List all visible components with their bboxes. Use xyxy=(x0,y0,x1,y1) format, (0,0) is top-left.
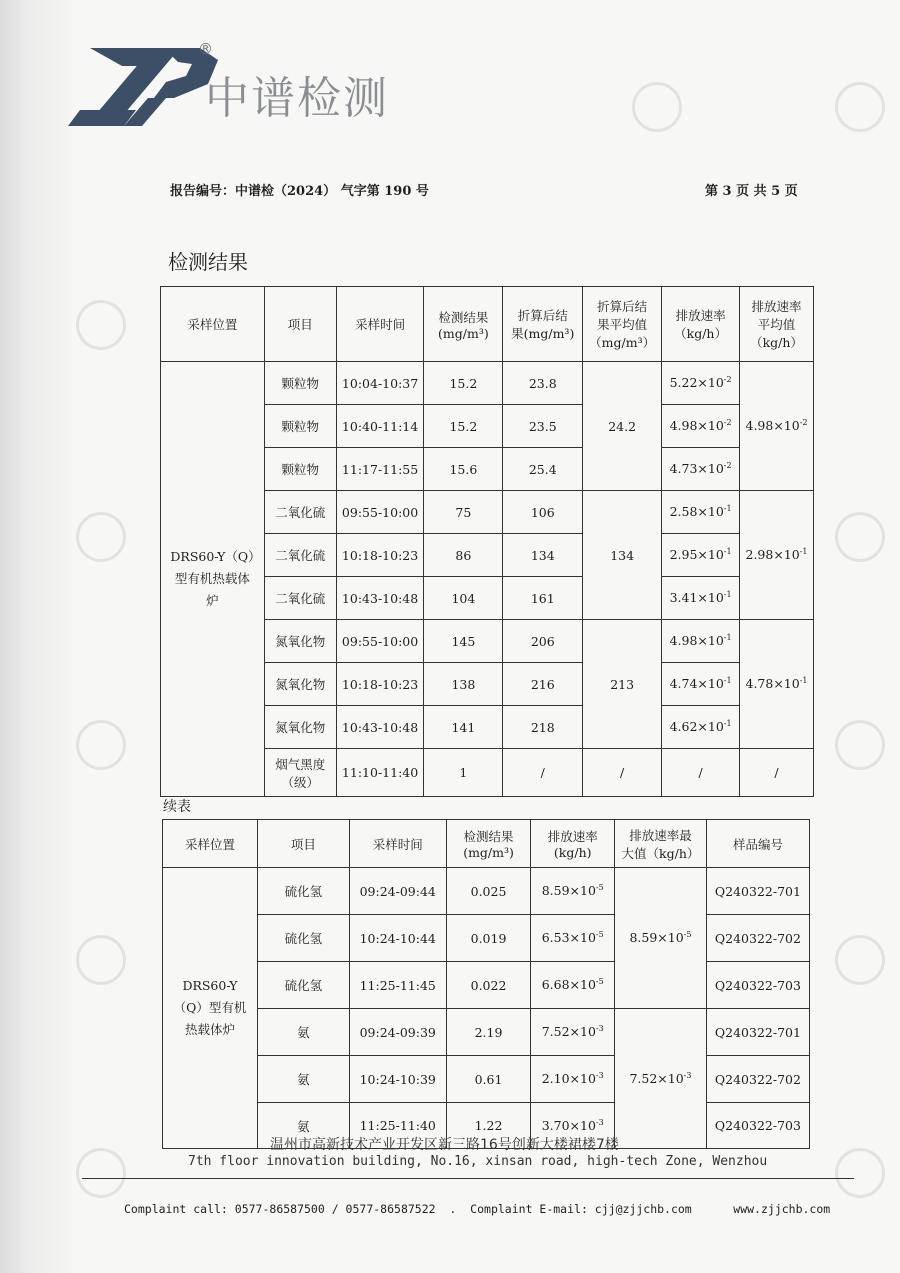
table-cell: 二氧化硫 xyxy=(264,491,336,534)
table-cell: 氮氧化物 xyxy=(264,706,336,749)
table-header-row xyxy=(161,287,814,362)
table-cell: 11:10-11:40 xyxy=(336,749,424,797)
table-cell: / xyxy=(503,749,583,797)
header-cell: 采样时间 xyxy=(336,287,424,362)
page-number: 第 3 页 共 5 页 xyxy=(705,184,798,199)
brand-name: 中谱检测 xyxy=(205,73,389,124)
table-cell: $6.68\times 10^{-5}$ xyxy=(531,962,615,1009)
table-row xyxy=(163,868,810,915)
table-cell: 10:40-11:14 xyxy=(336,405,424,448)
header-cell: 项目 xyxy=(257,820,349,868)
watermark-mark xyxy=(76,300,126,350)
table-row xyxy=(163,1056,810,1103)
table-cell: 216 xyxy=(503,663,583,706)
rate-average-cell: $4.78\times 10^{-1}$ xyxy=(740,620,814,749)
table-cell: $7.52\times 10^{-3}$ xyxy=(531,1009,615,1056)
table-cell: $6.53\times 10^{-5}$ xyxy=(531,915,615,962)
header-cell: 样品编号 xyxy=(706,820,809,868)
table-cell: 15.2 xyxy=(424,405,503,448)
table-cell: / xyxy=(583,749,662,797)
watermark-mark xyxy=(76,720,126,770)
table-row xyxy=(163,962,810,1009)
table-cell: $4.98\times 10^{-1}$ xyxy=(662,620,740,663)
table-cell: $4.98\times 10^{-2}$ xyxy=(662,405,740,448)
table-cell: 218 xyxy=(503,706,583,749)
watermark-mark xyxy=(835,1148,885,1198)
table-cell: $4.62\times 10^{-1}$ xyxy=(662,706,740,749)
rate-average-cell: $4.98\times 10^{-2}$ xyxy=(740,362,814,491)
table-cell: 0.61 xyxy=(446,1056,531,1103)
table-cell: 1.22 xyxy=(446,1103,531,1149)
header-cell: 采样时间 xyxy=(349,820,446,868)
table-cell: 0.019 xyxy=(446,915,531,962)
table-cell: Q240322-703 xyxy=(706,1103,809,1149)
table-cell: 氨 xyxy=(257,1009,349,1056)
max-rate-cell: $7.52\times 10^{-3}$ xyxy=(615,1009,707,1149)
watermark-mark xyxy=(835,82,885,132)
header-cell: 排放速率 平均值 （kg/h） xyxy=(740,287,814,362)
table-cell: $2.10\times 10^{-3}$ xyxy=(531,1056,615,1103)
table-cell: 141 xyxy=(424,706,503,749)
header-cell: 折算后结 果(mg/m³) xyxy=(503,287,583,362)
table-cell: 烟气黑度（级） xyxy=(264,749,336,797)
footer-contact: Complaint call: 0577-86587500 / 0577-86587522 . Complaint E-mail: cjj@zjjchb.com www.zjjchb.com xyxy=(124,1202,831,1216)
table-cell: Q240322-702 xyxy=(706,915,809,962)
table-cell: $2.95\times 10^{-1}$ xyxy=(662,534,740,577)
table-cell: 10:43-10:48 xyxy=(336,706,424,749)
table-cell: Q240322-702 xyxy=(706,1056,809,1103)
table-cell: 138 xyxy=(424,663,503,706)
footer-address-en: 7th floor innovation building, No.16, xinsan road, high-tech Zone, Wenzhou xyxy=(188,1154,768,1169)
registered-mark: ® xyxy=(198,40,213,58)
report-number: 报告编号：中谱检（2024） 气字第 190 号 xyxy=(170,184,429,199)
table-cell: Q240322-701 xyxy=(706,1009,809,1056)
table-cell: 颗粒物 xyxy=(264,405,336,448)
header-cell: 排放速率最 大值（kg/h） xyxy=(615,820,707,868)
table-row xyxy=(163,915,810,962)
table-cell: 1 xyxy=(424,749,503,797)
average-cell: 24.2 xyxy=(583,362,662,491)
table-cell: 0.022 xyxy=(446,962,531,1009)
table-cell: 134 xyxy=(503,534,583,577)
table-cell: 09:24-09:39 xyxy=(349,1009,446,1056)
table-cell: 11:17-11:55 xyxy=(336,448,424,491)
table-cell: 10:18-10:23 xyxy=(336,534,424,577)
table-cell: 氮氧化物 xyxy=(264,620,336,663)
continued-label: 续表 xyxy=(163,799,191,815)
watermark-mark xyxy=(835,935,885,985)
footer-address-cn: 温州市高新技术产业开发区新三路16号创新大楼裙楼7楼 xyxy=(270,1137,619,1153)
table-cell: 10:24-10:39 xyxy=(349,1056,446,1103)
table-cell: 硫化氢 xyxy=(257,868,349,915)
watermark-mark xyxy=(835,720,885,770)
table-cell: 10:43-10:48 xyxy=(336,577,424,620)
watermark-mark xyxy=(76,512,126,562)
table-cell: 硫化氢 xyxy=(257,915,349,962)
header-cell: 采样位置 xyxy=(163,820,258,868)
table-cell: 二氧化硫 xyxy=(264,577,336,620)
table-cell: 106 xyxy=(503,491,583,534)
table-cell: 09:24-09:44 xyxy=(349,868,446,915)
table-cell: 10:18-10:23 xyxy=(336,663,424,706)
table-cell: 25.4 xyxy=(503,448,583,491)
table-cell: 氨 xyxy=(257,1056,349,1103)
table-cell: $3.41\times 10^{-1}$ xyxy=(662,577,740,620)
table-cell: 23.8 xyxy=(503,362,583,405)
zp-logo-icon xyxy=(68,40,218,132)
scan-gutter xyxy=(0,0,72,1273)
table-cell: 颗粒物 xyxy=(264,448,336,491)
watermark-mark xyxy=(76,935,126,985)
table-row xyxy=(163,1009,810,1056)
table-cell: / xyxy=(662,749,740,797)
table-cell: 104 xyxy=(424,577,503,620)
watermark-mark xyxy=(835,512,885,562)
table-cell: 206 xyxy=(503,620,583,663)
table-cell: 161 xyxy=(503,577,583,620)
table-cell: 二氧化硫 xyxy=(264,534,336,577)
rate-average-cell: $2.98\times 10^{-1}$ xyxy=(740,491,814,620)
results-table-continued xyxy=(162,819,810,1149)
table-cell: 2.19 xyxy=(446,1009,531,1056)
table-cell: 15.2 xyxy=(424,362,503,405)
table-row xyxy=(161,362,814,405)
table-cell: 10:04-10:37 xyxy=(336,362,424,405)
table-cell: 86 xyxy=(424,534,503,577)
watermark-mark xyxy=(76,1148,126,1198)
table-cell: 硫化氢 xyxy=(257,962,349,1009)
average-cell: 213 xyxy=(583,620,662,749)
header-cell: 折算后结 果平均值 （mg/m³） xyxy=(583,287,662,362)
table-cell: $8.59\times 10^{-5}$ xyxy=(531,868,615,915)
table-cell: $4.74\times 10^{-1}$ xyxy=(662,663,740,706)
watermark-mark xyxy=(632,82,682,132)
table-cell: $4.73\times 10^{-2}$ xyxy=(662,448,740,491)
table-cell: 氨 xyxy=(257,1103,349,1149)
table-cell: 75 xyxy=(424,491,503,534)
header-cell: 排放速率 (kg/h) xyxy=(531,820,615,868)
header-cell: 排放速率 （kg/h） xyxy=(662,287,740,362)
table-cell: 10:24-10:44 xyxy=(349,915,446,962)
header-cell: 采样位置 xyxy=(161,287,265,362)
table-cell: Q240322-701 xyxy=(706,868,809,915)
section-title: 检测结果 xyxy=(168,250,248,274)
footer-divider xyxy=(82,1178,854,1179)
results-table xyxy=(160,286,814,797)
header-cell: 检测结果 (mg/m³) xyxy=(424,287,503,362)
table-cell: 11:25-11:40 xyxy=(349,1103,446,1149)
table-cell: 09:55-10:00 xyxy=(336,620,424,663)
table-cell: $3.70\times 10^{-3}$ xyxy=(531,1103,615,1149)
average-cell: 134 xyxy=(583,491,662,620)
table-cell: 氮氧化物 xyxy=(264,663,336,706)
table-cell: 11:25-11:45 xyxy=(349,962,446,1009)
table-cell: 颗粒物 xyxy=(264,362,336,405)
max-rate-cell: $8.59\times 10^{-5}$ xyxy=(615,868,707,1009)
table-cell: $2.58\times 10^{-1}$ xyxy=(662,491,740,534)
header-cell: 项目 xyxy=(264,287,336,362)
table-cell: 0.025 xyxy=(446,868,531,915)
header-cell: 检测结果 (mg/m³) xyxy=(446,820,531,868)
table-cell: / xyxy=(740,749,814,797)
table-cell: Q240322-703 xyxy=(706,962,809,1009)
table-cell: 145 xyxy=(424,620,503,663)
location-cell: DRS60-Y（Q）型有机热载体炉 xyxy=(163,868,258,1149)
table-header-row xyxy=(163,820,810,868)
location-cell: DRS60-Y（Q）型有机热载体炉 xyxy=(161,362,265,797)
table-cell: $5.22\times 10^{-2}$ xyxy=(662,362,740,405)
table-cell: 09:55-10:00 xyxy=(336,491,424,534)
table-cell: 15.6 xyxy=(424,448,503,491)
table-cell: 23.5 xyxy=(503,405,583,448)
